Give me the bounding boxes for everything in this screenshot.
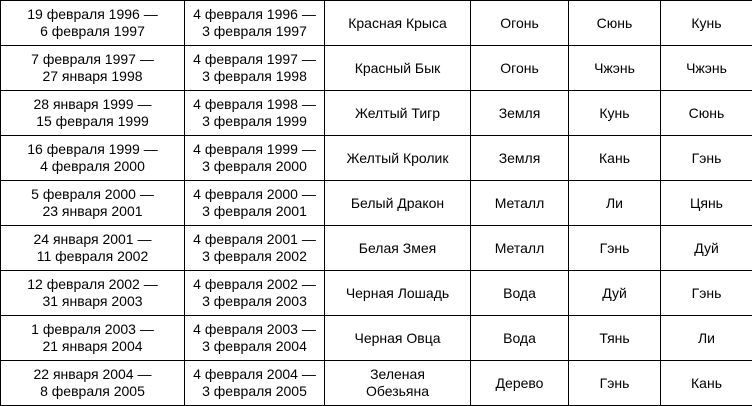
- solar-period-cell: [185, 1, 325, 46]
- solar-start: 4 февраля 2002 —: [185, 276, 324, 293]
- solar-end: 3 февраля 2001: [185, 203, 324, 220]
- solar-period-cell: [185, 181, 325, 226]
- trigram-2-cell: Сюнь: [661, 91, 752, 136]
- solar-period-cell: [185, 46, 325, 91]
- lunar-period-cell: [1, 181, 185, 226]
- trigram-2-cell: Гэнь: [661, 136, 752, 181]
- trigram-2-cell: Чжэнь: [661, 46, 752, 91]
- period-start: 5 февраля 2000 —: [1, 186, 184, 203]
- trigram-1-cell: Тянь: [569, 316, 661, 361]
- period-start: 19 февраля 1996 —: [1, 6, 184, 23]
- period-start: 28 января 1999 —: [1, 96, 184, 113]
- table-row: [1, 46, 752, 91]
- trigram-1-cell: Сюнь: [569, 1, 661, 46]
- trigram-1-cell: Кань: [569, 136, 661, 181]
- period-end: 6 февраля 1997: [1, 23, 184, 40]
- period-end: 21 января 2004: [1, 338, 184, 355]
- trigram-2-cell: Ли: [661, 316, 752, 361]
- animal-cell: Красный Бык: [325, 46, 471, 91]
- animal-cell: Белая Змея: [325, 226, 471, 271]
- animal-cell: Желтый Кролик: [325, 136, 471, 181]
- element-cell: Вода: [471, 316, 569, 361]
- period-start: 7 февраля 1997 —: [1, 51, 184, 68]
- solar-end: 3 февраля 2005: [185, 383, 324, 400]
- table-row: [1, 136, 752, 181]
- animal-cell: Белый Дракон: [325, 181, 471, 226]
- animal-cell: Красная Крыса: [325, 1, 471, 46]
- element-cell: Металл: [471, 181, 569, 226]
- lunar-period-cell: [1, 46, 185, 91]
- period-end: 31 января 2003: [1, 293, 184, 310]
- solar-start: 4 февраля 2004 —: [185, 366, 324, 383]
- animal-cell: [325, 361, 471, 406]
- element-cell: Земля: [471, 91, 569, 136]
- animal-cell: Черная Лошадь: [325, 271, 471, 316]
- element-cell: Дерево: [471, 361, 569, 406]
- period-end: 15 февраля 1999: [1, 113, 184, 130]
- element-cell: Земля: [471, 136, 569, 181]
- trigram-2-cell: Цянь: [661, 181, 752, 226]
- solar-start: 4 февраля 1997 —: [185, 51, 324, 68]
- solar-end: 3 февраля 1999: [185, 113, 324, 130]
- trigram-1-cell: Ли: [569, 181, 661, 226]
- table-row: [1, 226, 752, 271]
- period-end: 11 февраля 2002: [1, 248, 184, 265]
- lunar-period-cell: [1, 361, 185, 406]
- lunar-period-cell: [1, 316, 185, 361]
- table-row: [1, 181, 752, 226]
- trigram-1-cell: Кунь: [569, 91, 661, 136]
- period-start: 22 января 2004 —: [1, 366, 184, 383]
- solar-end: 3 февраля 2004: [185, 338, 324, 355]
- solar-start: 4 февраля 1998 —: [185, 96, 324, 113]
- solar-end: 3 февраля 2002: [185, 248, 324, 265]
- solar-period-cell: [185, 91, 325, 136]
- solar-start: 4 февраля 2003 —: [185, 321, 324, 338]
- period-start: 16 февраля 1999 —: [1, 141, 184, 158]
- period-end: 8 февраля 2005: [1, 383, 184, 400]
- trigram-1-cell: Гэнь: [569, 226, 661, 271]
- element-cell: Вода: [471, 271, 569, 316]
- solar-end: 3 февраля 1997: [185, 23, 324, 40]
- element-cell: Металл: [471, 226, 569, 271]
- solar-start: 4 февраля 2000 —: [185, 186, 324, 203]
- solar-end: 3 февраля 2000: [185, 158, 324, 175]
- solar-end: 3 февраля 1998: [185, 68, 324, 85]
- solar-start: 4 февраля 1999 —: [185, 141, 324, 158]
- period-end: 23 января 2001: [1, 203, 184, 220]
- element-cell: Огонь: [471, 1, 569, 46]
- solar-period-cell: [185, 271, 325, 316]
- period-start: 1 февраля 2003 —: [1, 321, 184, 338]
- trigram-2-cell: Гэнь: [661, 271, 752, 316]
- solar-period-cell: [185, 316, 325, 361]
- animal-line-2: Обезьяна: [325, 383, 470, 400]
- table-row: [1, 361, 752, 406]
- lunar-period-cell: [1, 1, 185, 46]
- solar-start: 4 февраля 2001 —: [185, 231, 324, 248]
- trigram-2-cell: Кунь: [661, 1, 752, 46]
- trigram-2-cell: Дуй: [661, 226, 752, 271]
- table-row: [1, 271, 752, 316]
- animal-line-1: Зеленая: [325, 366, 470, 383]
- solar-period-cell: [185, 361, 325, 406]
- lunar-period-cell: [1, 226, 185, 271]
- element-cell: Огонь: [471, 46, 569, 91]
- period-start: 12 февраля 2002 —: [1, 276, 184, 293]
- trigram-1-cell: Чжэнь: [569, 46, 661, 91]
- period-end: 4 февраля 2000: [1, 158, 184, 175]
- solar-start: 4 февраля 1996 —: [185, 6, 324, 23]
- lunar-period-cell: [1, 271, 185, 316]
- trigram-2-cell: Кань: [661, 361, 752, 406]
- solar-period-cell: [185, 226, 325, 271]
- animal-cell: Желтый Тигр: [325, 91, 471, 136]
- table-row: [1, 91, 752, 136]
- animal-cell: Черная Овца: [325, 316, 471, 361]
- period-end: 27 января 1998: [1, 68, 184, 85]
- trigram-1-cell: Дуй: [569, 271, 661, 316]
- solar-period-cell: [185, 136, 325, 181]
- solar-end: 3 февраля 2003: [185, 293, 324, 310]
- lunar-period-cell: [1, 91, 185, 136]
- period-start: 24 января 2001 —: [1, 231, 184, 248]
- table-row: [1, 1, 752, 46]
- lunar-period-cell: [1, 136, 185, 181]
- trigram-1-cell: Гэнь: [569, 361, 661, 406]
- table-row: [1, 316, 752, 361]
